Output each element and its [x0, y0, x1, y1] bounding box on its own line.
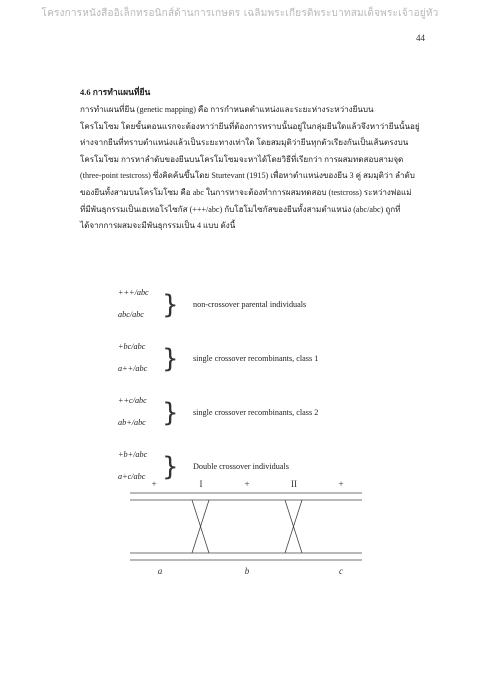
genotype-group-single-1 — [118, 342, 358, 386]
top-marker: + — [244, 479, 250, 489]
brace: } — [162, 290, 179, 320]
brace: } — [162, 398, 179, 428]
genotype: +++/abc — [118, 288, 149, 297]
bottom-marker: c — [339, 566, 343, 576]
top-marker: I — [199, 479, 203, 489]
genotype: ab+/abc — [118, 418, 146, 427]
group-label: non-crossover parental individuals — [193, 300, 307, 309]
brace: } — [162, 344, 179, 374]
top-marker: II — [291, 479, 297, 489]
genotype-group-parental — [118, 288, 358, 332]
genotype: +bc/abc — [118, 342, 146, 351]
genotype: a+c/abc — [118, 472, 146, 481]
top-marker: + — [151, 479, 157, 489]
body-paragraph: การทำแผนที่ยีน (genetic mapping) คือ การกำหนดตำแหน่งและระยะห่างระหว่างยีนบน โครโมโซม โดยขั้นตอนแรกจะต้องหาว่ายีนที่ต้องการทราบนั้นอยู่ในกลุ่มยีนใดแล้วจึงหาว่ายีนนั้นอยู่ ห่างจากยีนที่ทราบตำแหน่งแล้วเป็นระยะทางเท่าใด โดยสมมุติว่ายีนทุกตัวเรียงกันเป็นเส้นตรงบน โครโมโซม การหาลำดับของยีนบนโครโมโซมจะหาได้โดยวิธีที่เรียกว่า การผสมทดสอบสามจุด (three-point testcross) ซึ่งคิดค้นขึ้นโดย Sturtevant (1915) เพื่อหาตำแหน่งของยีน 3 คู่ สมมุติว่า ลำดับ ของยีนทั้งสามบนโครโมโซม คือ abc ในการหาจะต้องทำการผสมทดสอบ (testcross) ระหว่างพ่อแม่ ที่มีพันธุกรรมเป็นเฮเทอโรไซกัส (+++/abc) กับโฮโมไซกัสของยีนทั้งสามตำแหน่ง (abc/abc) ถูกที่ ได้จากการผสมจะมีพันธุกรรมเป็น 4 แบบ ดังนี้ — [80, 105, 420, 231]
group-label: Double crossover individuals — [193, 462, 289, 471]
genotype: +b+/abc — [118, 450, 148, 459]
page-number: 44 — [416, 33, 425, 43]
genotype: ++c/abc — [118, 396, 147, 405]
top-marker: + — [338, 479, 344, 489]
section-heading: 4.6 การทำแผนที่ยีน — [80, 87, 151, 97]
brace: } — [162, 452, 179, 482]
group-label: single crossover recombinants, class 1 — [193, 354, 319, 363]
chromosome-crossover-diagram — [0, 470, 480, 590]
header-banner: โครงการหนังสืออิเล็กทรอนิกส์ด้านการเกษตร เฉลิมพระเกียรติพระบาทสมเด็จพระเจ้าอยู่หัว — [41, 8, 439, 19]
genotype: abc/abc — [118, 310, 144, 319]
bottom-marker: b — [244, 566, 250, 576]
bottom-marker: a — [157, 566, 163, 576]
genotype: a++/abc — [118, 364, 148, 373]
genotype-group-single-2 — [118, 396, 358, 440]
group-label: single crossover recombinants, class 2 — [193, 408, 319, 417]
